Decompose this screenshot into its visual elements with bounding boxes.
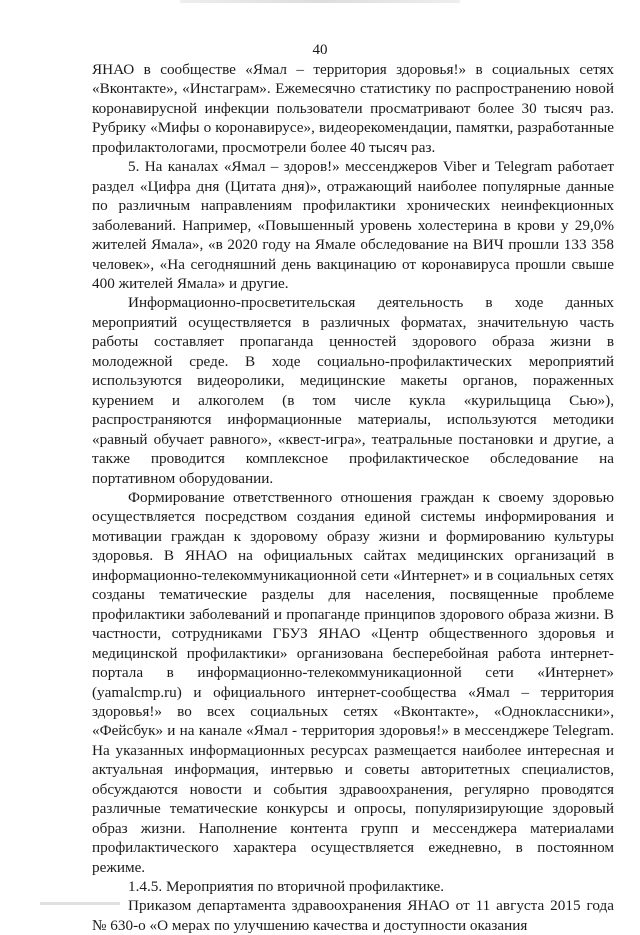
- section-heading: 1.4.5. Мероприятия по вторичной профилактике.: [128, 878, 445, 896]
- paragraph: Формирование ответственного отношения граждан к своему здоровью осуществляется посредством создания единой системы информирования и мотивации граждан к здоровому образу жизни и формированию культуры здоровья. В ЯНАО на официальных сайтах медицинских организаций в информационно-телекоммуникационной сети «Интернет» и в социальных сетях созданы тематические разделы для населения, посвященные проблеме профилактики заболеваний и пропаганде принципов здорового образа жизни. В частности, сотрудниками ГБУЗ ЯНАО «Центр общественного здоровья и медицинской профилактики» организована бесперебойная работа интернет-портала в информационно-телекоммуникационной сети «Интернет» (yamalcmp.ru) и официального интернет-сообщества «Ямал – территория здоровья!» во всех социальных сетях «Вконтакте», «Одноклассники», «Фейсбук» и на канале «Ямал - территория здоровья!» в мессенджере Telegram. На указанных информационных ресурсах размещается наиболее интересная и актуальная информация, интервью и советы авторитетных специалистов, обсуждаются новости и события здравоохранения, регулярно проводятся различные тематические конкурсы и опросы, популяризирующие здоровый образ жизни. Наполнение контента групп и мессенджера материалами профилактического характера осуществляется ежедневно, в постоянном режиме.: [92, 488, 614, 876]
- paragraph: Приказом департамента здравоохранения ЯНАО от 11 августа 2015 года № 630-о «О мерах по улучшению качества и доступности оказания: [92, 897, 614, 934]
- page-number: 40: [312, 42, 328, 58]
- page-body: [92, 60, 614, 935]
- scan-edge-mark: [180, 0, 460, 3]
- paragraph: Информационно-просветительская деятельность в ходе данных мероприятий осуществляется в различных форматах, значительную часть работы составляет пропаганда ценностей здорового образа жизни в молодежной среде. В ходе социально-профилактических мероприятий используются видеоролики, медицинские макеты органов, пораженных курением и алкоголем (в том числе кукла «курильщица Сью»), распространяются информационные материалы, используются методики «равный обучает равного», «квест-игра», театральные постановки и другие, а также проводится комплексное профилактическое обследование на портативном оборудовании.: [92, 294, 614, 487]
- paragraph: ЯНАО в сообществе «Ямал – территория здоровья!» в социальных сетях «Вконтакте», «Инстаграм». Ежемесячно статистику по распространению новой коронавирусной инфекции пользователи просматривают более 30 тысяч раз. Рубрику «Мифы о коронавирусе», видеорекомендации, памятки, разработанные профилактологами, просмотрели более 40 тысяч раз.: [92, 61, 614, 156]
- paragraph: 5. На каналах «Ямал – здоров!» мессенджеров Viber и Telegram работает раздел «Цифра дня (Цитата дня)», отражающий наиболее популярные данные по различным направлениям профилактики хронических неинфекционных заболеваний. Например, «Повышенный уровень холестерина в крови у 29,0% жителей Ямала», «в 2020 году на Ямале обследование на ВИЧ прошли 133 358 человек», «На сегодняшний день вакцинацию от коронавируса прошли свыше 400 жителей Ямала» и другие.: [92, 158, 614, 292]
